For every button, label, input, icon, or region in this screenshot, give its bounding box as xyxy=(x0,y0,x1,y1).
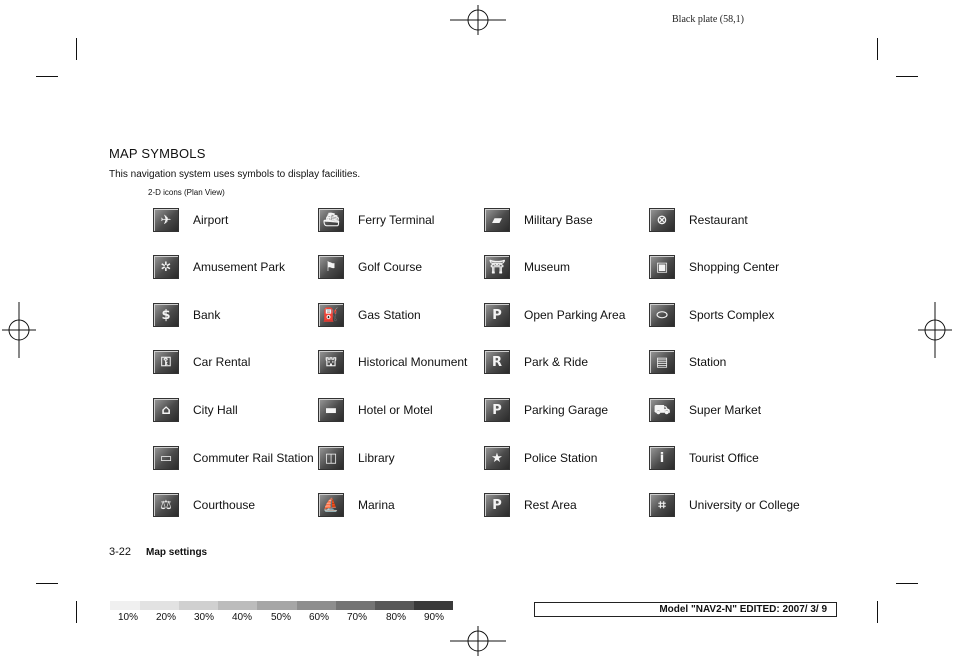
symbol-label: Courthouse xyxy=(193,498,256,512)
station-icon: ▤ xyxy=(649,350,675,374)
monument-icon: ⛫ xyxy=(318,350,344,374)
rest-area-icon: P xyxy=(484,493,510,517)
symbol-label: Police Station xyxy=(524,451,598,465)
symbol-item xyxy=(484,208,593,232)
symbol-label: Library xyxy=(358,451,395,465)
graduation-cap-icon: ⌗ xyxy=(649,493,675,517)
symbol-label: Gas Station xyxy=(358,308,421,322)
symbol-label: Hotel or Motel xyxy=(358,403,433,417)
symbol-label: Airport xyxy=(193,213,229,227)
symbol-item xyxy=(318,446,395,470)
symbol-item xyxy=(649,446,759,470)
bank-icon: $ xyxy=(153,303,179,327)
grayscale-label: 30% xyxy=(194,612,215,623)
symbol-item xyxy=(318,350,467,374)
parking-icon: P xyxy=(484,303,510,327)
symbol-item xyxy=(153,208,228,232)
bed-icon: ▬ xyxy=(318,398,344,422)
symbol-item xyxy=(484,255,570,279)
symbol-label: Restaurant xyxy=(689,213,748,227)
symbol-label: Military Base xyxy=(524,213,593,227)
symbol-label: Parking Garage xyxy=(524,403,609,417)
grayscale-label: 60% xyxy=(309,612,330,623)
symbol-item xyxy=(153,350,250,374)
city-hall-icon: ⌂ xyxy=(153,398,179,422)
symbol-item xyxy=(649,255,779,279)
gas-pump-icon: ⛽ xyxy=(318,303,344,327)
symbol-label: Open Parking Area xyxy=(524,308,626,322)
symbol-item xyxy=(484,303,625,327)
symbol-label: Rest Area xyxy=(524,498,577,512)
ferris-wheel-icon: ✲ xyxy=(153,255,179,279)
golf-icon: ⚑ xyxy=(318,255,344,279)
symbol-item xyxy=(153,255,285,279)
info-icon: i xyxy=(649,446,675,470)
symbol-item xyxy=(649,493,800,517)
parking-garage-icon: P xyxy=(484,398,510,422)
tank-icon: ▰ xyxy=(484,208,510,232)
symbol-label: University or College xyxy=(689,498,800,512)
symbol-label: Ferry Terminal xyxy=(358,213,435,227)
airplane-icon: ✈ xyxy=(153,208,179,232)
crop-mark xyxy=(76,601,77,623)
intro-text: This navigation system uses symbols to display facilities. xyxy=(109,169,361,180)
grayscale-label: 40% xyxy=(232,612,253,623)
symbol-item xyxy=(153,446,314,470)
grayscale-label: 20% xyxy=(156,612,177,623)
symbol-item xyxy=(153,303,220,327)
symbol-label: Park & Ride xyxy=(524,355,589,369)
symbol-item xyxy=(484,350,588,374)
grayscale-bar xyxy=(110,601,453,610)
ferry-icon: ⛴ xyxy=(318,208,344,232)
crop-mark xyxy=(36,583,58,584)
symbol-label: Station xyxy=(689,355,727,369)
museum-icon: ⛩ xyxy=(484,255,510,279)
grayscale-label: 90% xyxy=(424,612,445,623)
shopping-bag-icon: ▣ xyxy=(649,255,675,279)
symbol-label: Sports Complex xyxy=(689,308,775,322)
symbol-item xyxy=(318,255,422,279)
symbol-item xyxy=(318,493,395,517)
car-key-icon: ⚿ xyxy=(153,350,179,374)
symbol-label: Golf Course xyxy=(358,260,423,274)
symbol-item xyxy=(484,446,597,470)
symbol-item xyxy=(318,208,434,232)
fork-knife-icon: ⊗ xyxy=(649,208,675,232)
symbol-item xyxy=(649,208,748,232)
symbol-label: Car Rental xyxy=(193,355,251,369)
symbol-item xyxy=(153,398,238,422)
train-icon: ▭ xyxy=(153,446,179,470)
crop-mark xyxy=(896,583,918,584)
crop-mark xyxy=(877,601,878,623)
page-number: 3-22 xyxy=(109,546,132,558)
symbol-label: Super Market xyxy=(689,403,762,417)
symbol-item xyxy=(649,350,726,374)
symbol-item xyxy=(318,398,433,422)
book-icon: ◫ xyxy=(318,446,344,470)
symbol-label: Marina xyxy=(358,498,395,512)
symbol-item xyxy=(153,493,255,517)
park-and-ride-icon: R xyxy=(484,350,510,374)
symbol-label: Shopping Center xyxy=(689,260,780,274)
symbol-label: Museum xyxy=(524,260,571,274)
symbol-label: Historical Monument xyxy=(358,355,468,369)
section-title: MAP SYMBOLS xyxy=(109,146,206,161)
symbol-label: Tourist Office xyxy=(689,451,759,465)
symbol-item xyxy=(318,303,421,327)
shopping-cart-icon: ⛟ xyxy=(649,398,675,422)
courthouse-icon: ⚖ xyxy=(153,493,179,517)
symbol-label: Commuter Rail Station xyxy=(193,451,314,465)
grayscale-label: 50% xyxy=(271,612,292,623)
stadium-icon: ⬭ xyxy=(649,303,675,327)
police-icon: ★ xyxy=(484,446,510,470)
grayscale-label: 70% xyxy=(347,612,368,623)
sailboat-icon: ⛵ xyxy=(318,493,344,517)
grayscale-label: 10% xyxy=(118,612,139,623)
registration-mark-bottom xyxy=(450,626,506,656)
grayscale-label: 80% xyxy=(386,612,407,623)
symbol-item xyxy=(649,303,774,327)
model-info: Model "NAV2-N" EDITED: 2007/ 3/ 9 xyxy=(534,602,837,617)
page-section-name: Map settings xyxy=(146,547,208,558)
symbol-item xyxy=(484,398,608,422)
subheading: 2-D icons (Plan View) xyxy=(148,188,225,197)
symbol-label: City Hall xyxy=(193,403,238,417)
symbol-item xyxy=(484,493,577,517)
symbol-label: Amusement Park xyxy=(193,260,286,274)
symbol-label: Bank xyxy=(193,308,221,322)
symbol-item xyxy=(649,398,761,422)
plate-label: Black plate (58,1) xyxy=(672,14,744,25)
